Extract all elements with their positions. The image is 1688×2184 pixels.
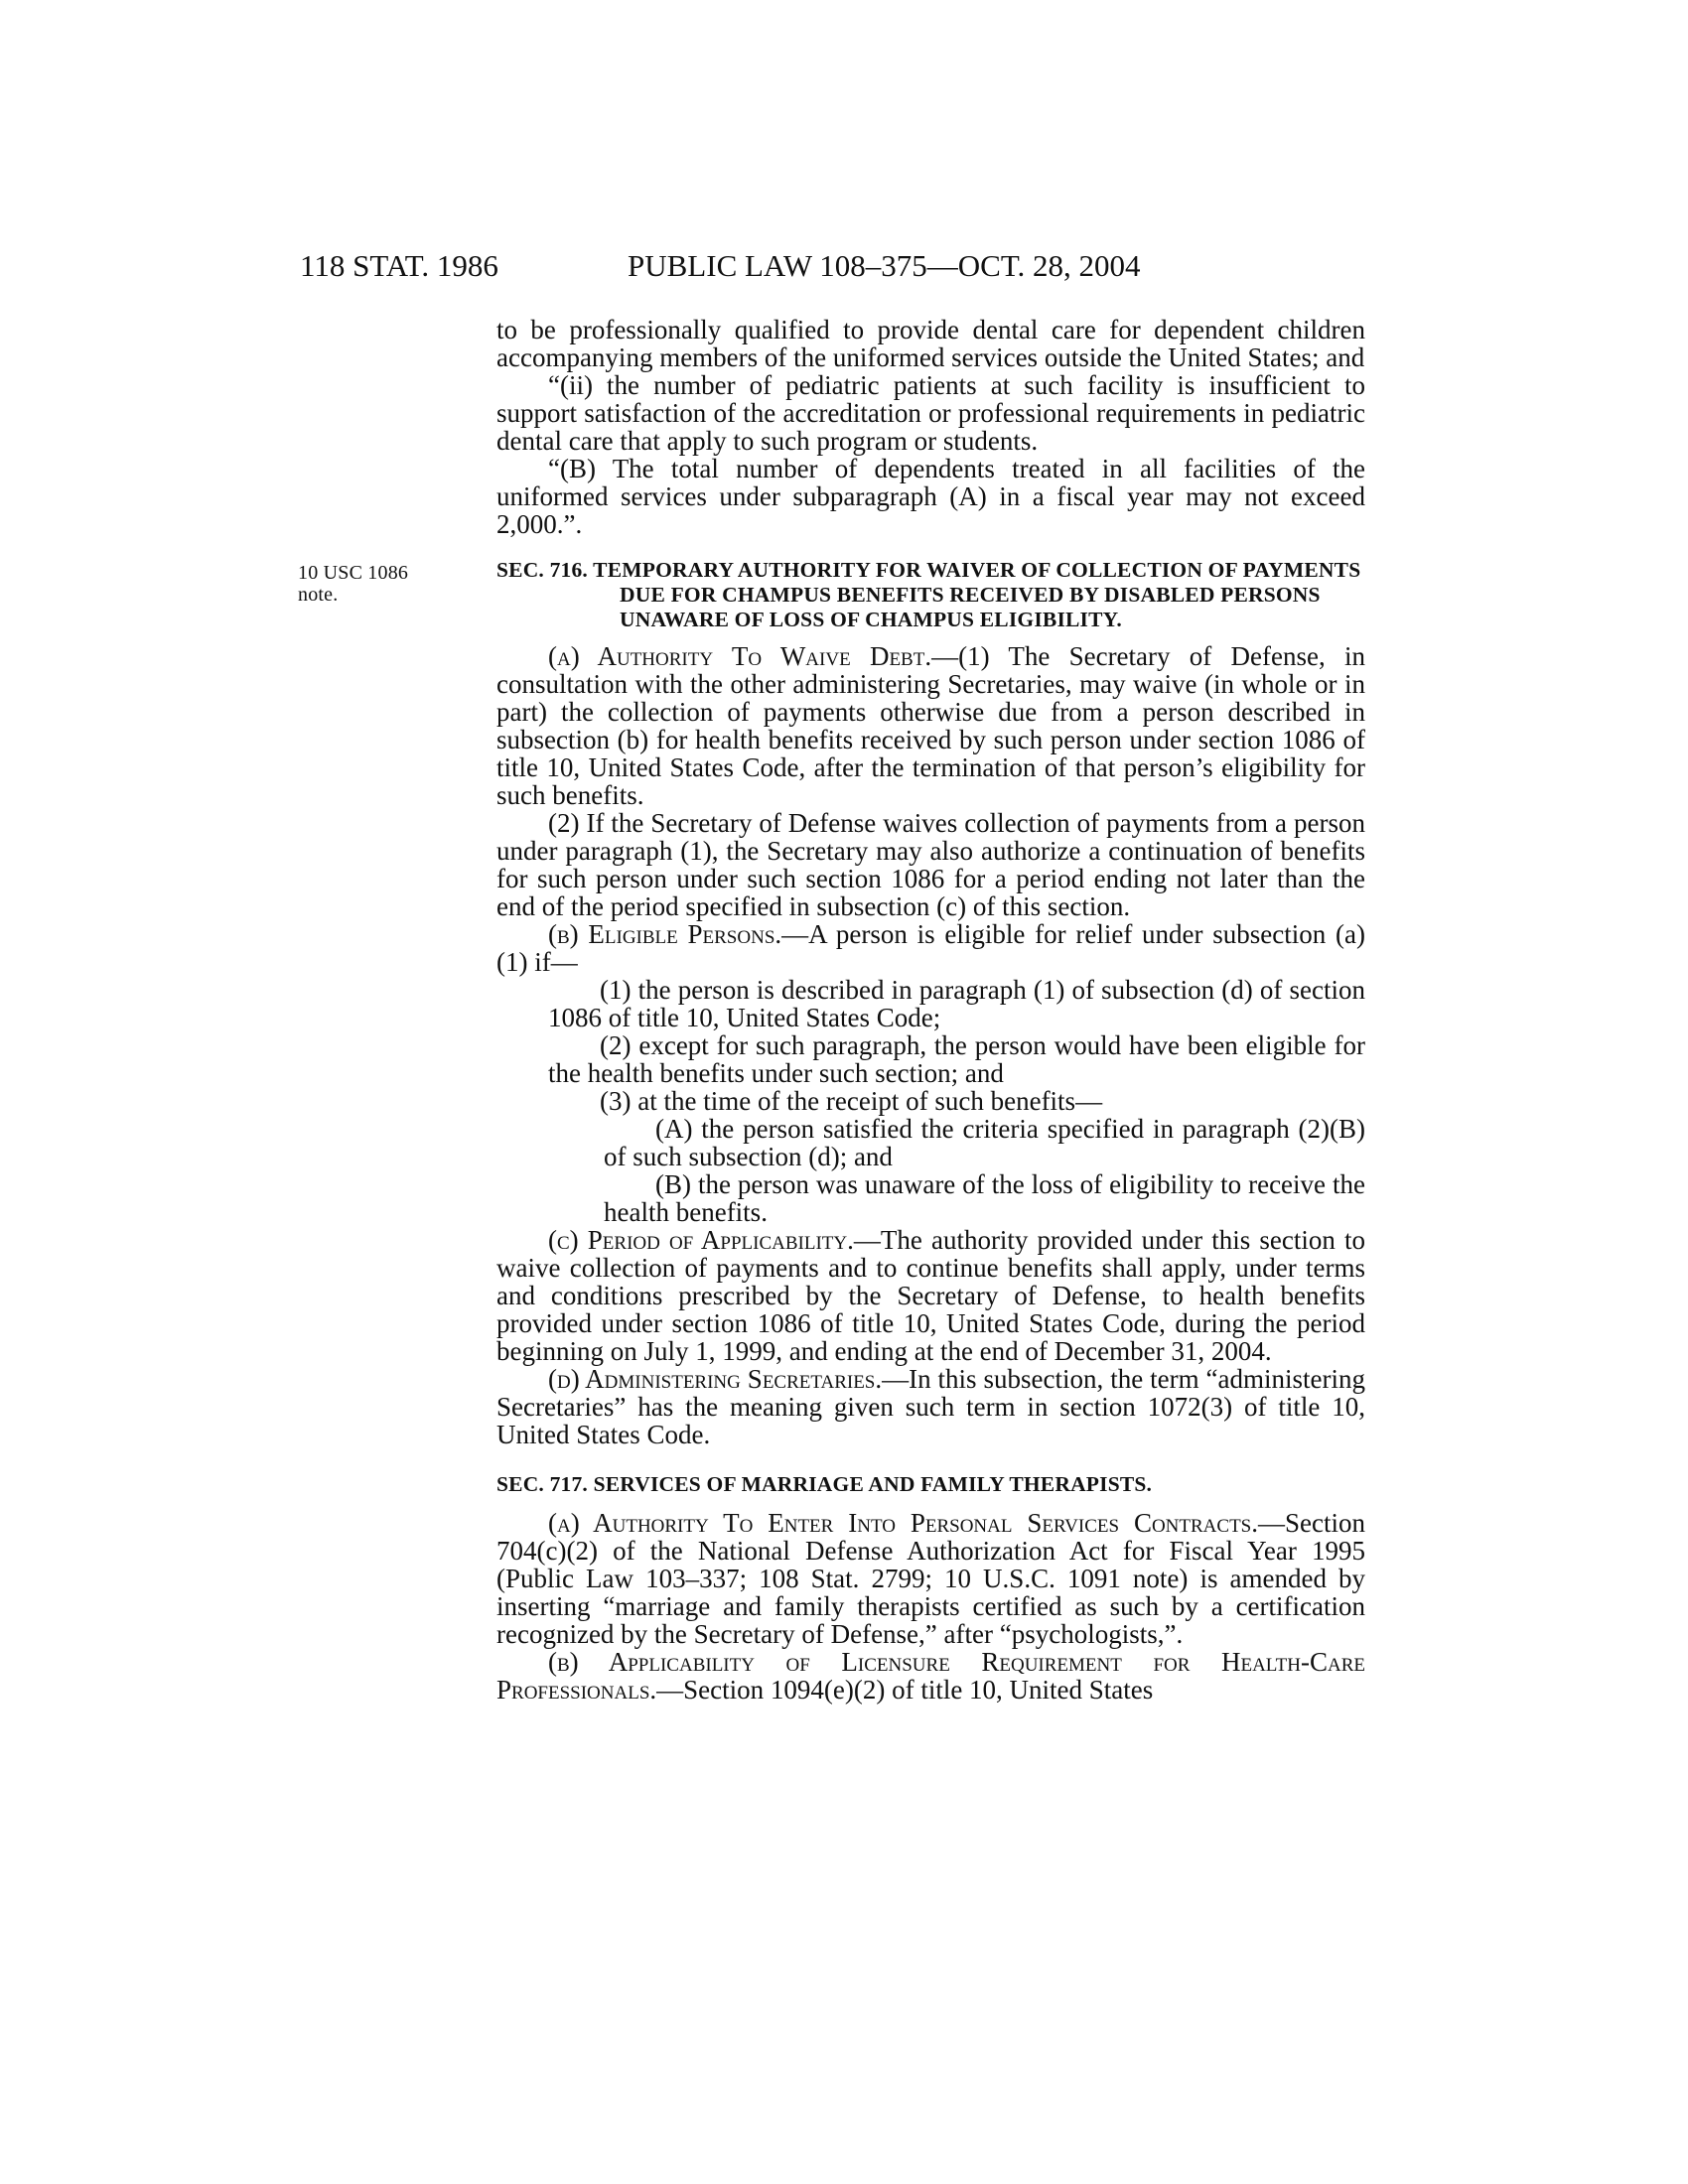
subparagraph-b3a: (A) the person satisfied the criteria specified in paragraph (2)(B) of such subsection (d); and (604, 1114, 1365, 1171)
margin-note (298, 562, 437, 606)
section-717-heading: SEC. 717. SERVICES OF MARRIAGE AND FAMILY THERAPISTS. (496, 1472, 1153, 1496)
subsection-a-heading: (a) Authority To Waive Debt. (548, 641, 932, 671)
subsection-c-text: —The authority provided under this section to waive collection of payments and to continue benefits shall apply, under terms and conditions prescribed by the Secretary of Defense, to health benefits provided under section 1086 of title 10, United States Code, during the period beginning on July 1, 1999, and ending at the end of December 31, 2004. (496, 1225, 1365, 1366)
subparagraph-b3b: (B) the person was unaware of the loss of eligibility to receive the health benefits. (604, 1169, 1365, 1227)
margin-note-citation: 10 USC 1086 (298, 562, 409, 584)
section-717-subsection-a-text: —Section 704(c)(2) of the National Defense Authorization Act for Fiscal Year 1995 (Public Law 103–337; 108 Stat. 2799; 10 U.S.C. 1091 note) is amended by inserting “marriage and family therapists certified as such by a certification recognized by the Secretary of Defense,” after “psychologists,”. (496, 1508, 1365, 1649)
margin-note-label: note. (298, 584, 339, 606)
paragraph-b3: (3) at the time of the receipt of such benefits— (600, 1086, 1103, 1116)
running-header (300, 248, 1392, 292)
paragraph-continuation: to be professionally qualified to provide dental care for dependent children accompanying members of the uniformed services outside the United States; and (496, 315, 1365, 372)
section-717-subsection-a-heading: (a) Authority To Enter Into Personal Services Contracts. (548, 1508, 1258, 1538)
subsection-b-heading: (b) Eligible Persons. (548, 919, 782, 949)
subsection-d-text: —In this subsection, the term “administering Secretaries” has the meaning given such term in section 1072(3) of title 10, United States Code. (496, 1364, 1365, 1449)
subsection-b-text: —A person is eligible for relief under subsection (a)(1) if— (496, 919, 1365, 977)
subsection-b (496, 920, 1365, 976)
subsection-d (496, 1365, 1365, 1448)
public-law-citation: PUBLIC LAW 108–375—OCT. 28, 2004 (628, 248, 1141, 283)
paragraph-b2: (2) except for such paragraph, the person would have been eligible for the health benefits under such section; and (548, 1030, 1365, 1088)
paragraph-b1: (1) the person is described in paragraph (1) of subsection (d) of section 1086 of title 10, United States Code; (548, 975, 1365, 1032)
subsection-a-text: —(1) The Secretary of Defense, in consultation with the other administering Secretaries, may waive (in whole or in part) the collection of payments otherwise due from a person described in subsection (b) for health benefits received by such person under section 1086 of title 10, United States Code, after the termination of that person’s eligibility for such benefits. (496, 641, 1365, 810)
section-716-heading-text: SEC. 716. TEMPORARY AUTHORITY FOR WAIVER OF COLLECTION OF PAYMENTS DUE FOR CHAMPUS BENEFITS RECEIVED BY DISABLED PERSONS UNAWARE OF LOSS OF CHAMPUS ELIGIBILITY. (496, 558, 1361, 631)
section-717-subsection-a (496, 1509, 1365, 1648)
subsection-c (496, 1226, 1365, 1365)
section-717-subsection-b-text: —Section 1094(e)(2) of title 10, United States (656, 1675, 1154, 1705)
main-text (298, 315, 1365, 1705)
subsection-d-heading: (d) Administering Secretaries. (548, 1364, 883, 1394)
subsection-a-paragraph-2: (2) If the Secretary of Defense waives collection of payments from a person under paragraph (1), the Secretary may also authorize a continuation of benefits for such person under such section 1086 for a period ending not later than the end of the period specified in subsection (c) of this section. (496, 808, 1365, 921)
subsection-c-heading: (c) Period of Applicability. (548, 1225, 854, 1255)
paragraph-subparagraph-b: “(B) The total number of dependents treated in all facilities of the uniformed services under subparagraph (A) in a fiscal year may not exceed 2,000.”. (496, 454, 1365, 539)
stat-page-number: 118 STAT. 1986 (300, 248, 498, 283)
paragraph-clause-ii: “(ii) the number of pediatric patients at such facility is insufficient to support satisfaction of the accreditation or professional requirements in pediatric dental care that apply to such program or students. (496, 370, 1365, 456)
section-717-subsection-b-heading: (b) Applicability of Licensure Requirement for Health-Care Professionals. (496, 1647, 1365, 1705)
subsection-a (496, 642, 1365, 809)
section-716-heading (298, 558, 1365, 632)
section-717-subsection-b (496, 1648, 1365, 1704)
